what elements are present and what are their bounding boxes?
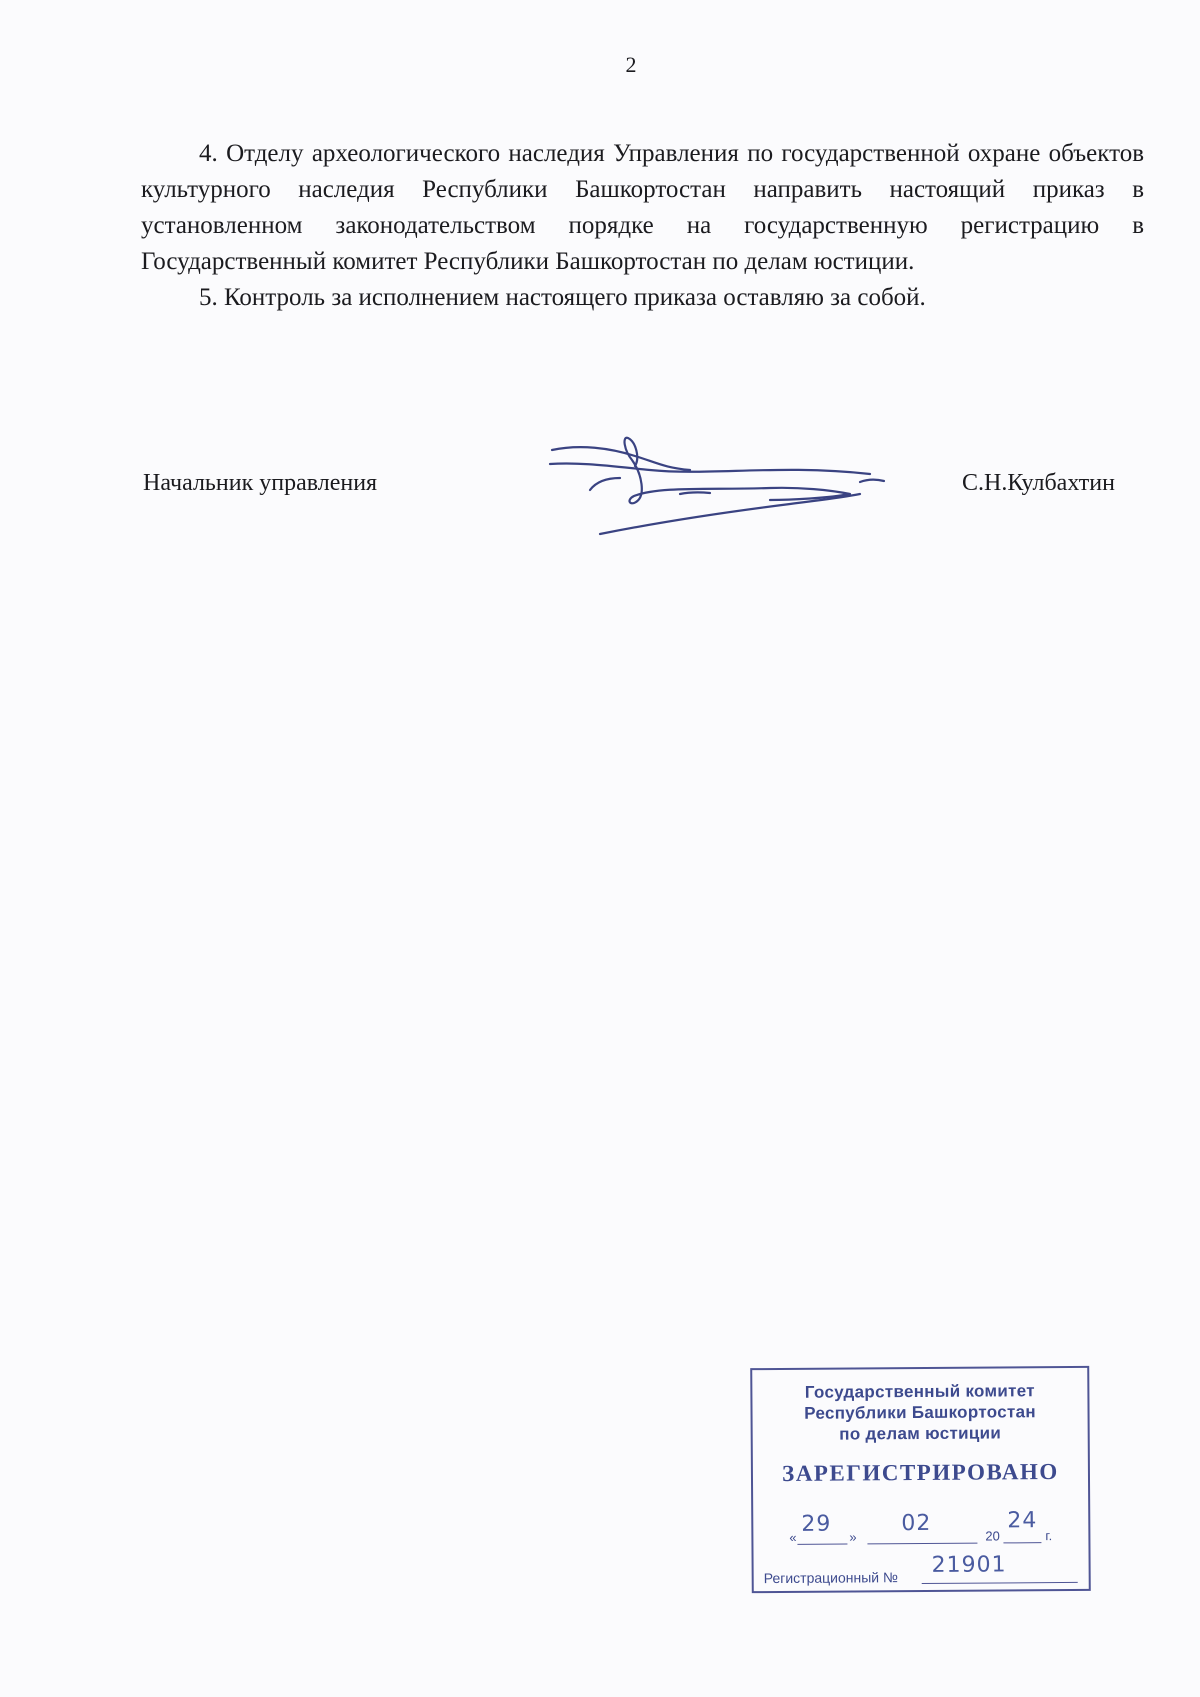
paragraph-4: 4. Отделу археологического наследия Управления по государственной охране объектов культурного наследия Республики Башкортостан направить настоящий приказ в установленном законодательством порядке на государственную регистрацию в Государственный комитет Республики Башкортостан по делам юстиции. (141, 140, 1144, 275)
stamp-date (789, 1508, 1069, 1548)
stamp-year-unit: г. (1045, 1528, 1053, 1544)
signature-icon (540, 430, 920, 540)
stamp-day-line (797, 1544, 847, 1545)
page-number: 2 (625, 52, 637, 77)
stamp-status: ЗАРЕГИСТРИРОВАНО (782, 1459, 1059, 1486)
stamp-month: 02 (901, 1510, 932, 1537)
stamp-day: 29 (801, 1511, 832, 1537)
paragraph-5: 5. Контроль за исполнением настоящего приказа оставляю за собой. (199, 284, 926, 311)
stamp-organization (752, 1380, 1087, 1445)
stamp-org-line: по делам юстиции (839, 1423, 1002, 1444)
stamp-reg-number: 21901 (931, 1552, 1007, 1578)
stamp-open-quote: « (789, 1529, 797, 1545)
stamp-reg-label: Регистрационный № (763, 1569, 899, 1587)
stamp-reg-line (922, 1582, 1078, 1584)
signatory-title: Начальник управления (143, 470, 378, 496)
stamp-year-line (1003, 1542, 1041, 1543)
stamp-registration-number (763, 1552, 1084, 1590)
stamp-org-line: Государственный комитет (804, 1381, 1035, 1402)
signatory-name: С.Н.Кулбахтин (962, 470, 1115, 496)
document-body (141, 136, 1144, 316)
stamp-org-line: Республики Башкортостан (804, 1402, 1036, 1423)
stamp-month-line (867, 1543, 977, 1545)
stamp-close-quote: » (849, 1529, 857, 1545)
stamp-year-prefix: 20 (985, 1528, 1000, 1544)
stamp-year-suffix: 24 (1007, 1508, 1038, 1534)
registration-stamp (750, 1366, 1091, 1593)
